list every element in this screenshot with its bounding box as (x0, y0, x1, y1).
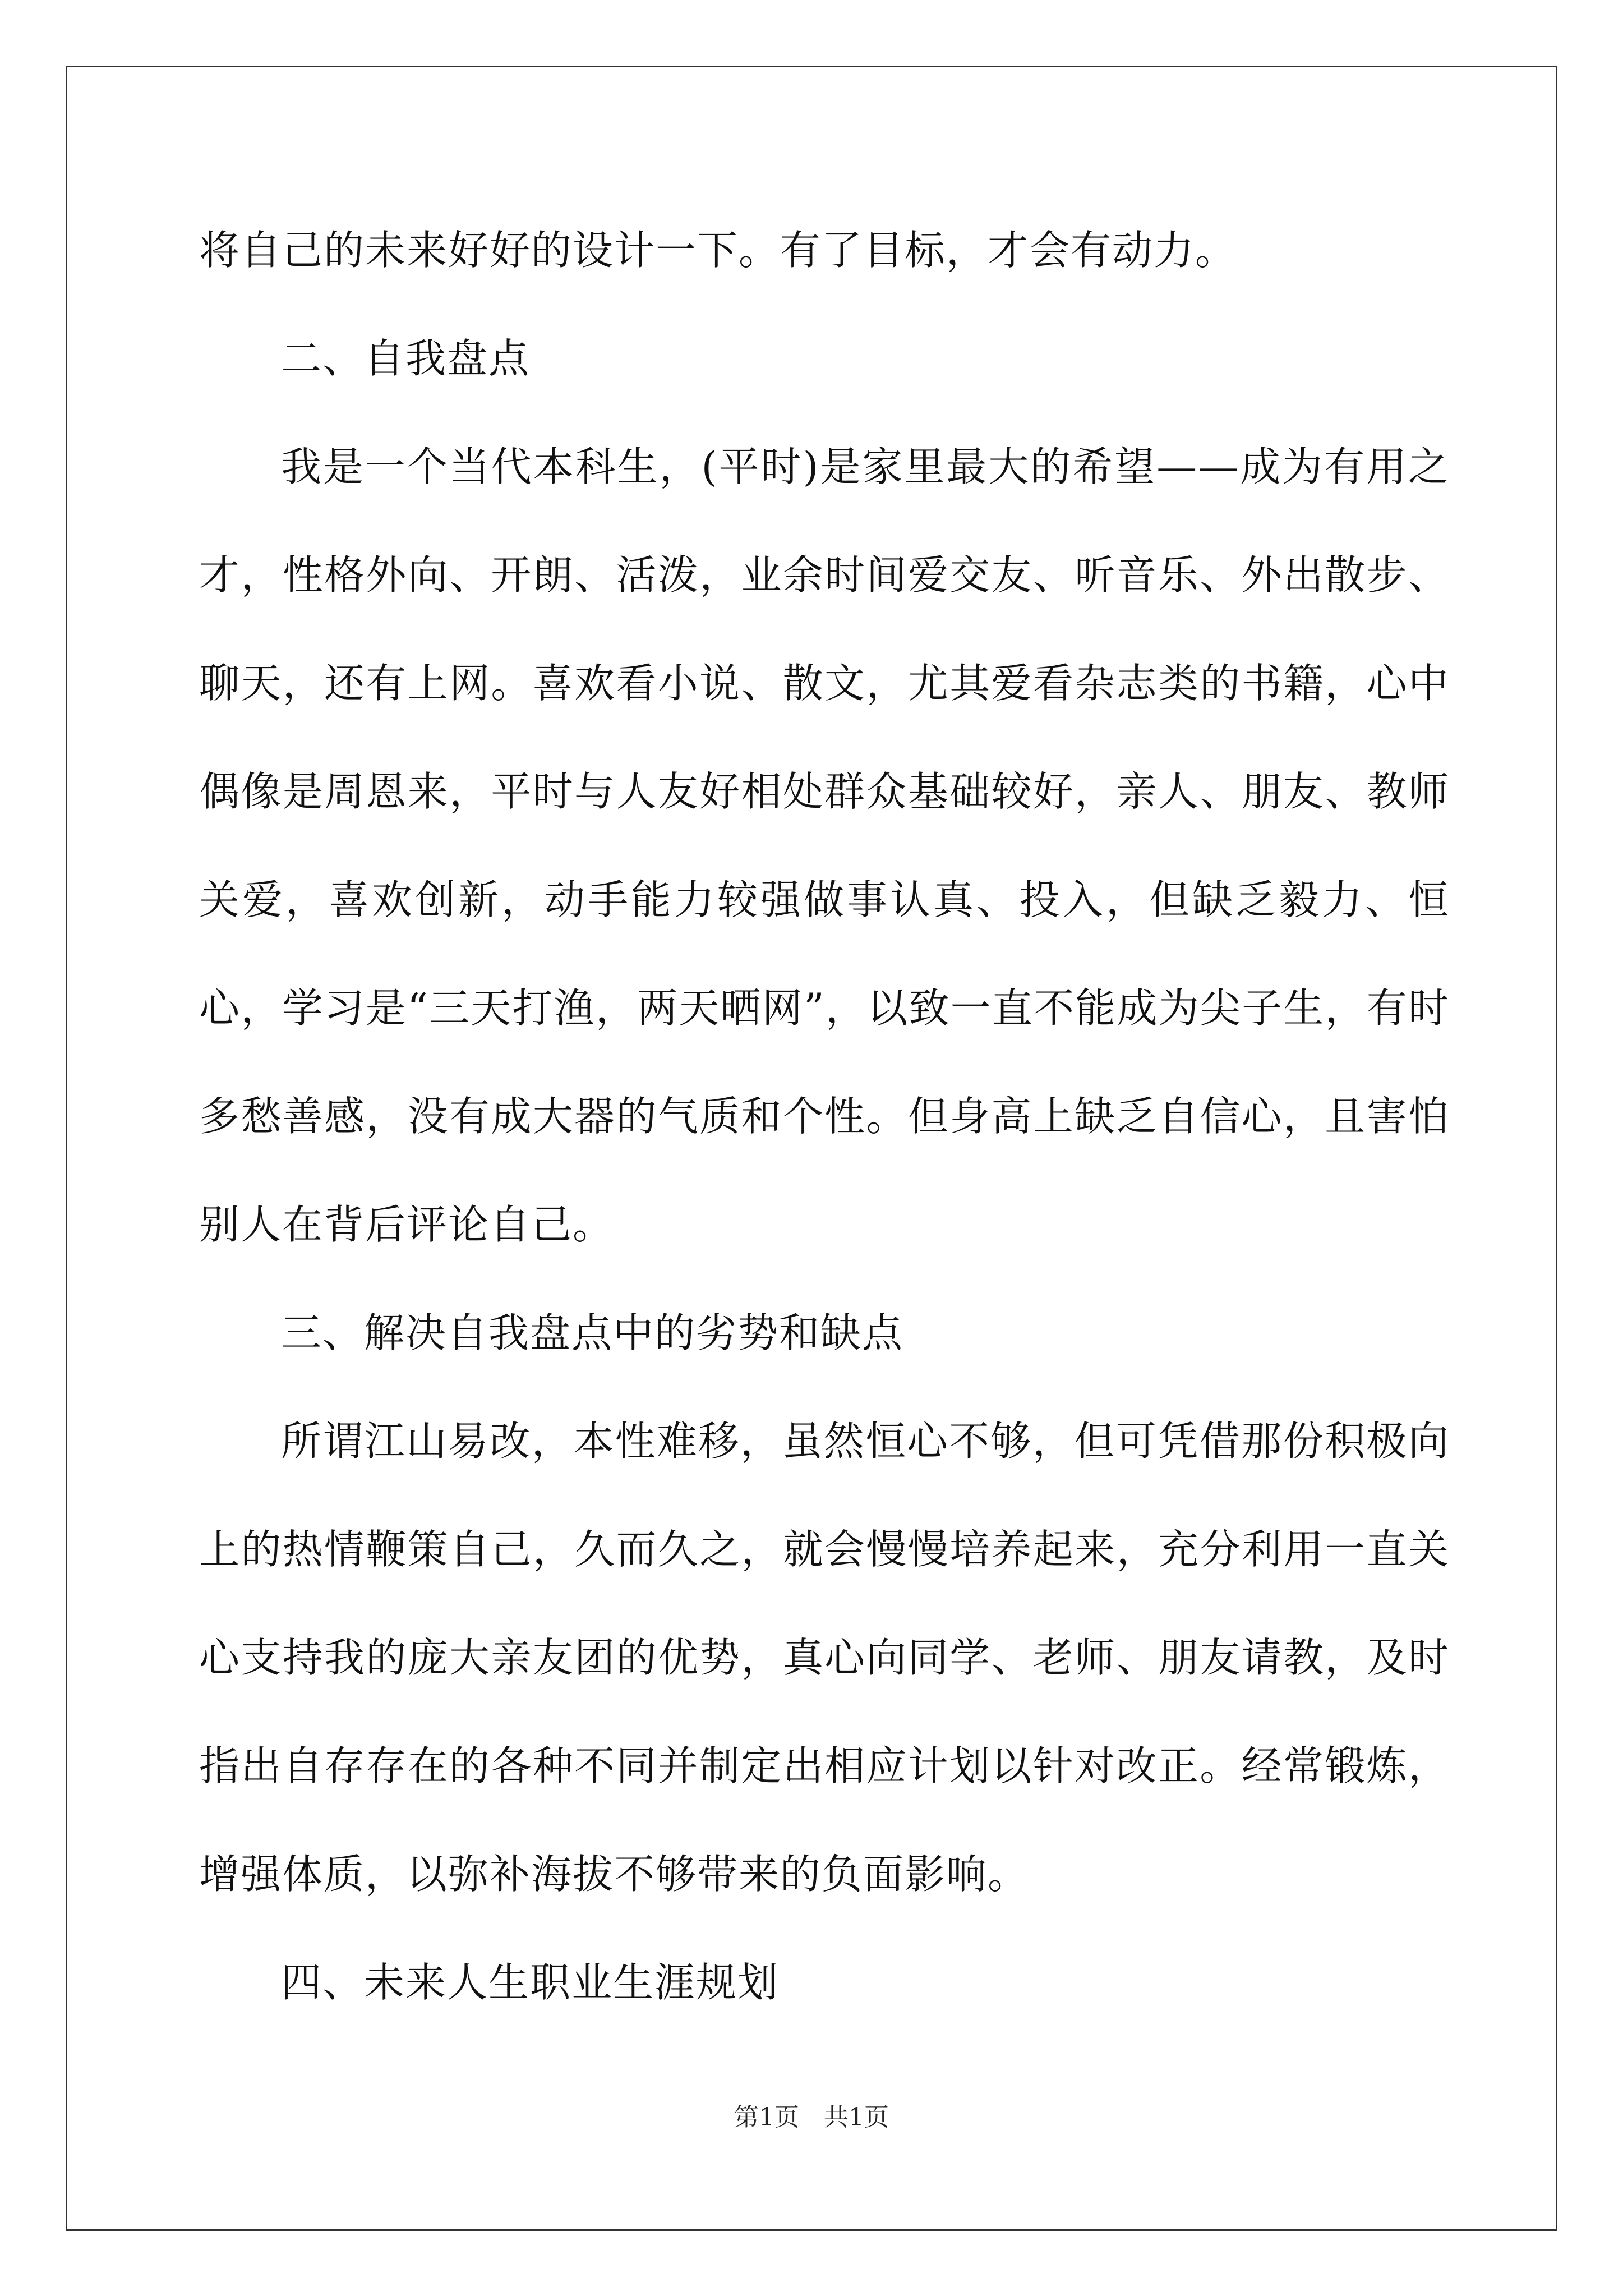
paragraph-self-inventory: 我是一个当代本科生，(平时)是家里最大的希望——成为有用之才，性格外向、开朗、活泼，业余时间爱交友、听音乐、外出散步、聊天，还有上网。喜欢看小说、散文，尤其爱看杂志类的书籍，心中偶像是周恩来，平时与人友好相处群众基础较好，亲人、朋友、教师关爱，喜欢创新，动手能力较强做事认真、投入，但缺乏毅力、恒心，学习是“三天打渔，两天晒网”，以致一直不能成为尖子生，有时多愁善感，没有成大器的气质和个性。但身高上缺乏自信心，且害怕别人在背后评论自己。 (199, 443, 1450, 1248)
page-number: 第1页 (734, 2103, 799, 2132)
section-heading-career-plan: 四、未来人生职业生涯规划 (281, 1959, 780, 2006)
document-body (199, 196, 1450, 2037)
section-heading-self-inventory: 二、自我盘点 (281, 335, 531, 382)
paragraph-continuation: 将自己的未来好好的设计一下。有了目标，才会有动力。 (199, 227, 1237, 274)
section-heading-weaknesses: 三、解决自我盘点中的劣势和缺点 (281, 1309, 904, 1356)
page-total: 共1页 (824, 2103, 889, 2132)
paragraph-weaknesses: 所谓江山易改，本性难移，虽然恒心不够，但可凭借那份积极向上的热情鞭策自己，久而久之，就会慢慢培养起来，充分利用一直关心支持我的庞大亲友团的优势，真心向同学、老师、朋友请教，及时指出自存存在的各种不同并制定出相应计划以针对改正。经常锻炼，增强体质，以弥补海拔不够带来的负面影响。 (199, 1418, 1450, 1898)
page-footer (0, 2097, 1623, 2133)
